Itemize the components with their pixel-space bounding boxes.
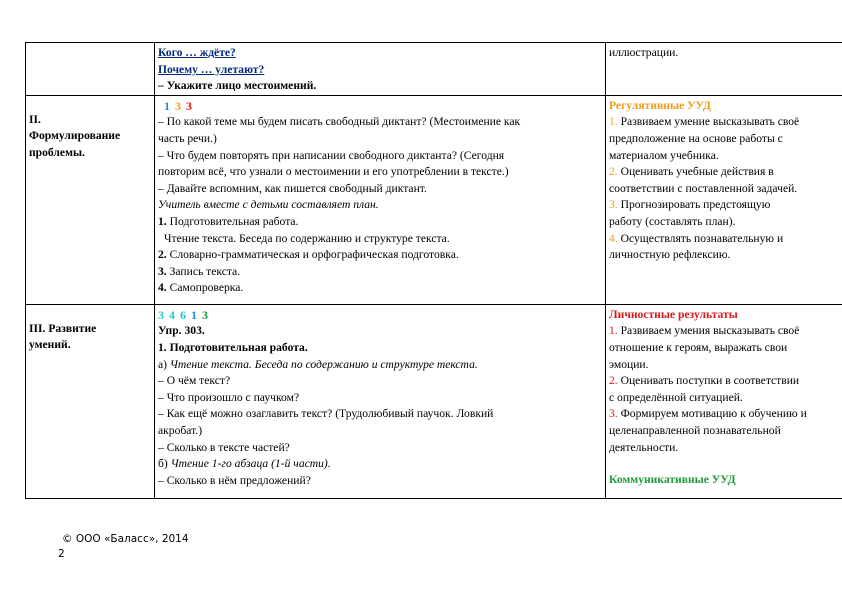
plan-text: Запись текста. bbox=[169, 264, 241, 278]
plan-text: Подготовительная работа. bbox=[169, 214, 299, 228]
uud-text: Оценивать поступки в соответствии bbox=[620, 374, 800, 388]
text-line: – Сколько в тексте частей? bbox=[158, 440, 290, 454]
uud-text: иллюстрации. bbox=[609, 46, 679, 59]
task-line: – Укажите лицо местоимений. bbox=[158, 79, 317, 93]
uud-item bbox=[609, 231, 841, 248]
plan-number: 4. bbox=[158, 281, 167, 295]
uud-text: Формируем мотивацию к обучению и bbox=[620, 407, 807, 421]
plan-item bbox=[158, 280, 602, 297]
uud-heading: Регулятивные УУД bbox=[609, 98, 711, 112]
text-line: 1. Подготовительная работа. bbox=[158, 340, 308, 354]
text-line: – Что будем повторять при написании свободного диктанта? (Сегодня bbox=[158, 148, 505, 162]
uud-number: 3. bbox=[609, 198, 618, 212]
item-text: Чтение текста. Беседа по содержанию и структуре текста. bbox=[169, 357, 478, 371]
question-line: Кого … ждёте? bbox=[158, 46, 236, 59]
stage-cell bbox=[26, 43, 155, 96]
uud-text: с определённой ситуацией. bbox=[609, 390, 743, 404]
uud-text: эмоции. bbox=[609, 357, 649, 371]
uud-text: Развиваем умения высказывать своё bbox=[620, 324, 800, 338]
exercise-title: Упр. 303. bbox=[158, 324, 205, 338]
plan-text: Самопроверка. bbox=[169, 281, 244, 295]
competency-codes bbox=[158, 98, 602, 115]
uud-text: Развиваем умение высказывать своё bbox=[620, 115, 800, 129]
uud-text: Оценивать учебные действия в bbox=[620, 165, 774, 179]
table-row bbox=[26, 95, 842, 304]
uud-item bbox=[609, 114, 841, 131]
uud-cell bbox=[606, 304, 842, 498]
uud-number: 1. bbox=[609, 324, 618, 338]
code-number: 3 bbox=[158, 307, 165, 322]
code-number: 3 bbox=[202, 307, 209, 322]
uud-text: предположение на основе работы с bbox=[609, 131, 783, 145]
page-number: 2 bbox=[58, 548, 65, 560]
stage-title: проблемы. bbox=[29, 145, 85, 159]
text-line: повторим всё, что узнали о местоимении и его употреблении в тексте.) bbox=[158, 165, 509, 179]
copyright-footer: © ООО «Баласс», 2014 bbox=[62, 533, 189, 545]
uud-text: целенаправленной познавательной bbox=[609, 423, 781, 437]
code-number: 6 bbox=[180, 307, 187, 322]
text-line: – Сколько в нём предложений? bbox=[158, 473, 311, 487]
table-row bbox=[26, 43, 842, 96]
content-cell bbox=[155, 43, 606, 96]
uud-cell bbox=[606, 43, 842, 96]
content-cell bbox=[155, 95, 606, 304]
stage-title: II. bbox=[29, 112, 41, 126]
text-line: часть речи.) bbox=[158, 131, 217, 145]
plan-item bbox=[158, 264, 602, 281]
text-line bbox=[158, 456, 602, 473]
uud-item bbox=[609, 164, 841, 181]
text-line: – По какой теме мы будем писать свободный диктант? (Местоимение как bbox=[158, 115, 521, 129]
table-row bbox=[26, 304, 842, 498]
stage-title: Формулирование bbox=[29, 129, 121, 143]
uud-item bbox=[609, 406, 841, 423]
uud-item bbox=[609, 323, 841, 340]
uud-text: материалом учебника. bbox=[609, 148, 719, 162]
plan-number: 3. bbox=[158, 264, 167, 278]
stage-title: III. Развитие bbox=[29, 321, 97, 335]
plan-number: 2. bbox=[158, 248, 167, 262]
code-number: 3 bbox=[186, 98, 193, 113]
uud-text: соответствии с поставленной задачей. bbox=[609, 181, 798, 195]
plan-item: Чтение текста. Беседа по содержанию и структуре текста. bbox=[164, 231, 450, 245]
uud-text: Осуществлять познавательную и bbox=[620, 231, 784, 245]
code-number: 1 bbox=[191, 307, 198, 322]
uud-cell bbox=[606, 95, 842, 304]
uud-number: 4. bbox=[609, 231, 618, 245]
uud-number: 3. bbox=[609, 407, 618, 421]
uud-item bbox=[609, 373, 841, 390]
uud-number: 1. bbox=[609, 115, 618, 129]
lesson-table bbox=[25, 42, 842, 499]
code-number: 1 bbox=[164, 98, 171, 113]
item-letter: а) bbox=[158, 357, 168, 371]
uud-heading: Личностные результаты bbox=[609, 307, 738, 321]
stage-cell bbox=[26, 95, 155, 304]
code-number: 3 bbox=[175, 98, 182, 113]
plan-number: 1. bbox=[158, 214, 167, 228]
stage-cell bbox=[26, 304, 155, 498]
text-line: – Что произошло с паучком? bbox=[158, 390, 300, 404]
code-number: 4 bbox=[169, 307, 176, 322]
item-letter: б) bbox=[158, 457, 168, 471]
uud-item bbox=[609, 197, 841, 214]
uud-number: 2. bbox=[609, 374, 618, 388]
competency-codes bbox=[158, 307, 602, 324]
uud-number: 2. bbox=[609, 165, 618, 179]
uud-text: личностную рефлексию. bbox=[609, 248, 731, 262]
plan-text: Словарно-грамматическая и орфографическая подготовка. bbox=[169, 248, 459, 262]
item-text: Чтение 1-го абзаца (1-й части). bbox=[170, 457, 331, 471]
text-line: Учитель вместе с детьми составляет план. bbox=[158, 198, 379, 212]
plan-item bbox=[158, 247, 602, 264]
text-line: – О чём текст? bbox=[158, 374, 231, 388]
text-line: – Давайте вспомним, как пишется свободный диктант. bbox=[158, 181, 427, 195]
plan-item bbox=[158, 214, 602, 231]
uud-text: Прогнозировать предстоящую bbox=[620, 198, 771, 212]
uud-text: работу (составлять план). bbox=[609, 214, 736, 228]
text-line: акробат.) bbox=[158, 423, 203, 437]
content-cell bbox=[155, 304, 606, 498]
uud-text: отношение к героям, выражать свои bbox=[609, 340, 788, 354]
text-line: – Как ещё можно озаглавить текст? (Трудолюбивый паучок. Ловкий bbox=[158, 407, 494, 421]
uud-heading: Коммуникативные УУД bbox=[609, 473, 736, 487]
uud-text: деятельности. bbox=[609, 440, 679, 454]
stage-title: умений. bbox=[29, 338, 71, 352]
question-line: Почему … улетают? bbox=[158, 62, 265, 76]
text-line bbox=[158, 357, 602, 374]
